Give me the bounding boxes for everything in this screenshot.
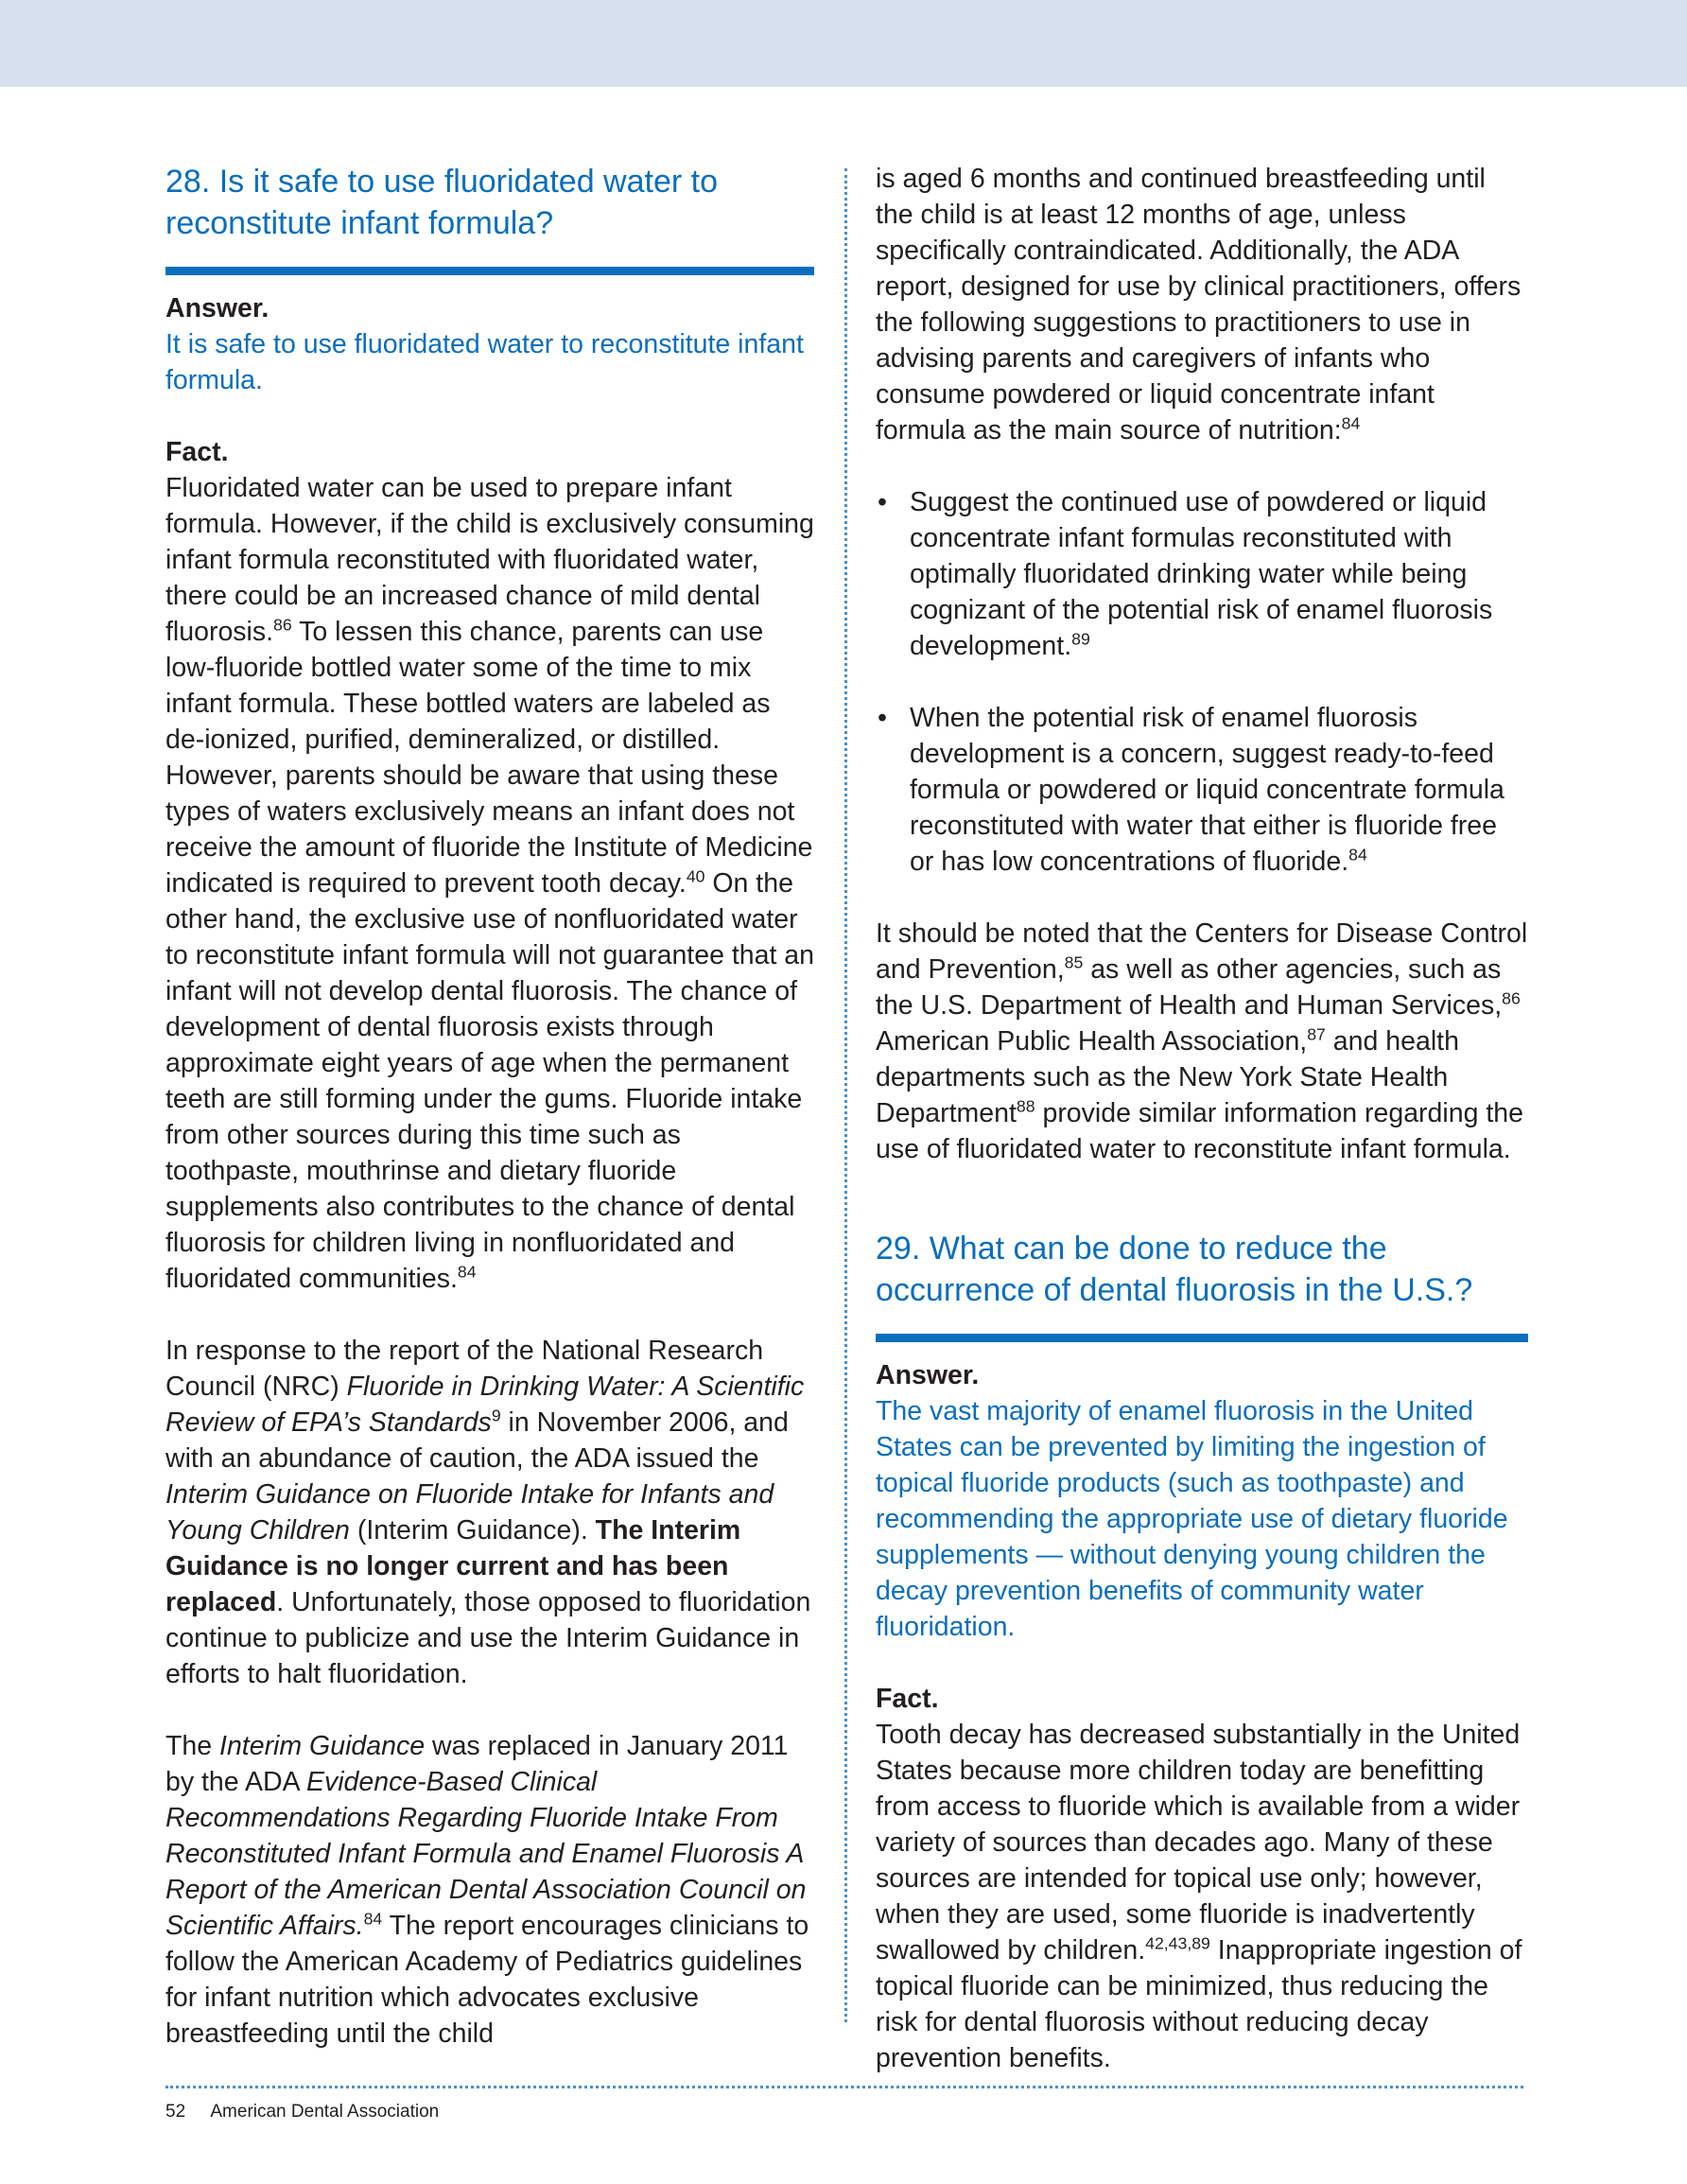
- reference-marker: 88: [1016, 1096, 1035, 1116]
- reference-marker: 84: [1341, 413, 1361, 433]
- reference-marker: 42,43,89: [1145, 1933, 1210, 1953]
- header-band: [0, 0, 1687, 87]
- question-29-fact-label: Fact.: [876, 1684, 939, 1714]
- list-item: • Suggest the continued use of powdered or liquid concentrate infant formulas reconstituted with optimally fluoridated drinking water while being cognizant of the potential risk of enamel fluorosis development.$^{89}$: [876, 484, 1528, 664]
- question-28-fact-paragraph-3-start: The Interim Guidance was replaced in January 2011 by the ADA Evidence-Based Clinical Recommendations Regarding Fluoride Intake From Reconstituted Infant Formula and Enamel Fluorosis A Report of the American Dental Association Council on Scientific Affairs.$^{84}$ The report encourages clinicians to follow the American Academy of Pediatrics guidelines for infant nutrition which advocates exclusive breastfeeding until the child: [165, 1731, 809, 2049]
- left-column: [165, 161, 814, 2052]
- question-29-rule: [876, 1334, 1528, 1342]
- recommendation-list: [876, 484, 1528, 880]
- right-column: [876, 161, 1528, 2076]
- question-29-answer-label: Answer.: [876, 1360, 980, 1390]
- question-28-rule: [165, 267, 814, 275]
- list-item: • When the potential risk of enamel fluorosis development is a concern, suggest ready-to-feed formula or powdered or liquid concentrate formula reconstituted with water that either is fluoride free or has low concentrations of fluoride.$^{84}$: [876, 700, 1528, 880]
- reference-marker: 86: [273, 615, 292, 635]
- question-29-answer: The vast majority of enamel fluorosis in the United States can be prevented by limiting the ingestion of topical fluoride products (such as toothpaste) and recommending the appropriate use of dietary fluoride supplements — without denying young children the decay prevention benefits of community water fluoridation.: [876, 1396, 1508, 1642]
- publisher-name: American Dental Association: [210, 2102, 440, 2122]
- reference-marker: 9: [491, 1406, 501, 1425]
- question-29-title: 29. What can be done to reduce the occurrence of dental fluorosis in the U.S.?: [876, 1231, 1473, 1308]
- reference-marker: 40: [686, 866, 705, 886]
- page-footer: [165, 2102, 439, 2123]
- question-28-fact-label: Fact.: [165, 437, 229, 467]
- footer-rule: [165, 2086, 1523, 2088]
- question-28-fact-paragraph-2: In response to the report of the National Research Council (NRC) Fluoride in Drinking Water: A Scientific Review of EPA’s Standards$^9$ in November 2006, and with an abundance of caution, the ADA issued the Interim Guidance on Fluoride Intake for Infants and Young Children (Interim Guidance). The Interim Guidance is no longer current and has been replaced. Unfortunately, those opposed to fluoridation continue to publicize and use the Interim Guidance in efforts to halt fluoridation.: [165, 1336, 811, 1689]
- reference-marker: 84: [1348, 845, 1367, 865]
- question-28-fact-paragraph-1: Fluoridated water can be used to prepare infant formula. However, if the child is exclusively consuming infant formula reconstituted with fluoridated water, there could be an increased chance of mild dental fluorosis.$^{86}$ To lessen this chance, parents can use low-fluoride bottled water some of the time to mix infant formula. These bottled waters are labeled as de-ionized, purified, demineralized, or distilled. However, parents should be aware that using these types of waters exclusively means an infant does not receive the amount of fluoride the Institute of Medicine indicated is required to prevent tooth decay.$^{40}$ On the other hand, the exclusive use of nonfluoridated water to reconstitute infant formula will not guarantee that an infant will not develop dental fluorosis. The chance of development of dental fluorosis exists through approximate eight years of age when the permanent teeth are still forming under the gums. Fluoride intake from other sources during this time such as toothpaste, mouthrinse and dietary fluoride supplements also contributes to the chance of dental fluorosis for children living in nonfluoridated and fluoridated communities.$^{84}$: [165, 473, 814, 1294]
- column-divider: [844, 168, 847, 2022]
- reference-marker: 85: [1064, 952, 1084, 972]
- question-28-title: 28. Is it safe to use fluoridated water to reconstitute infant formula?: [165, 164, 718, 241]
- reference-marker: 86: [1502, 988, 1521, 1008]
- reference-marker: 84: [363, 1909, 383, 1929]
- reference-marker: 87: [1307, 1024, 1326, 1044]
- page-number: 52: [165, 2102, 186, 2122]
- question-28-fact-paragraph-3-continued: is aged 6 months and continued breastfeeding until the child is at least 12 months of age, unless specifically contraindicated. Additionally, the ADA report, designed for use by clinical practitioners, offers the following suggestions to practitioners to use in advising parents and caregivers of infants who consume powdered or liquid concentrate infant formula as the main source of nutrition:$^{84}$: [876, 164, 1522, 446]
- question-28-fact-paragraph-4: It should be noted that the Centers for Disease Control and Prevention,$^{85}$ as well as other agencies, such as the U.S. Department of Health and Human Services,$^{86}$ American Public Health Association,$^{87}$ and health departments such as the New York State Health Department$^{88}$ provide similar information regarding the use of fluoridated water to reconstitute infant formula.: [876, 918, 1528, 1164]
- question-28-answer: It is safe to use fluoridated water to reconstitute infant formula.: [165, 329, 804, 395]
- reference-marker: 84: [457, 1262, 477, 1282]
- question-28-answer-label: Answer.: [165, 293, 270, 323]
- reference-marker: 89: [1071, 629, 1090, 649]
- question-29-fact-paragraph: Tooth decay has decreased substantially in the United States because more children today are benefitting from access to fluoride which is available from a wider variety of sources than decades ago. Many of these sources are intended for topical use only; however, when they are used, some fluoride is inadvertently swallowed by children.$^{42,43,89}$ Inappropriate ingestion of topical fluoride can be minimized, thus reducing the risk for dental fluorosis without reducing decay prevention benefits.: [876, 1720, 1522, 2073]
